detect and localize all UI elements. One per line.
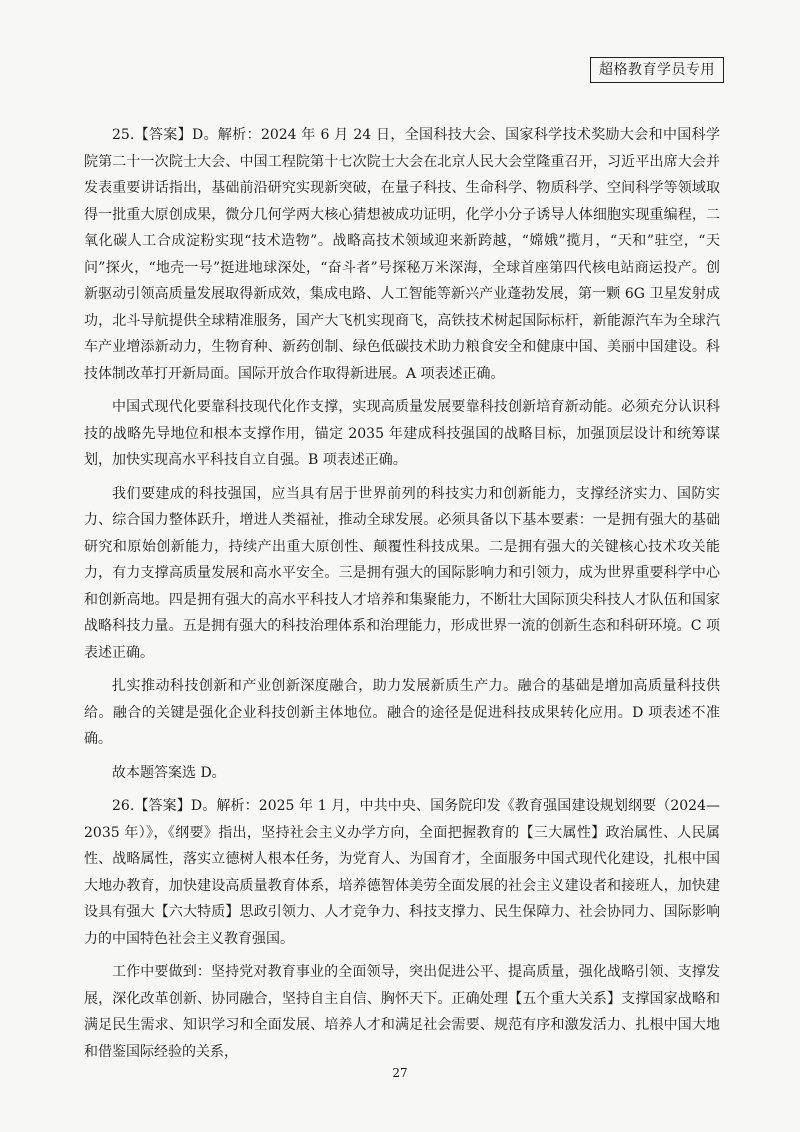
paragraph-q26: 26.【答案】D。解析：2025 年 1 月，中共中央、国务院印发《教育强国建设规划纲要（2024—2035 年）》，《纲要》指出，坚持社会主义办学方向，全面把握教育的【三大属性】政治属性、人民属性、战略属性，落实立德树人根本任务，为党育人、为国育才，全面服务中国式现代化建设，扎根中国大地办教育，加快建设高质量教育体系，培养德智体美劳全面发展的社会主义建设者和接班人，加快建设具有强大【六大特质】思政引领力、人才竞争力、科技支撑力、民生保障力、社会协同力、国际影响力的中国特色社会主义教育强国。	[84, 798, 720, 947]
paragraph-answer: 故本题答案选 D。	[112, 764, 226, 781]
paragraph-d: 扎实推动科技创新和产业创新深度融合，助力发展新质生产力。融合的基础是增加高质量科技供给。融合的关键是强化企业科技创新主体地位。融合的途径是促进科技成果转化应用。D 项表述不准确。	[84, 678, 720, 747]
paragraph-q25: 25.【答案】D。解析：2024 年 6 月 24 日，全国科技大会、国家科学技术奖励大会和中国科学院第二十一次院士大会、中国工程院第十七次院士大会在北京人民大会堂隆重召开，习近平出席大会并发表重要讲话指出，基础前沿研究实现新突破，在量子科技、生命科学、物质科学、空间科学等领域取得一批重大原创成果，微分几何学两大核心猜想被成功证明，化学小分子诱导人体细胞实现重编程，二氧化碳人工合成淀粉实现“技术造物”。战略高技术领域迎来新跨越，“嫦娥”揽月，“天和”驻空，“天问”探火，“地壳一号”挺进地球深处，“奋斗者”号探秘万米深海，全球首座第四代核电站商运投产。创新驱动引领高质量发展取得新成效，集成电路、人工智能等新兴产业蓬勃发展，第一颗 6G 卫星发射成功，北斗导航提供全球精准服务，国产大飞机实现商飞，高铁技术树起国际标杆，新能源汽车为全球汽车产业增添新动力，生物育种、新药创制、绿色低碳技术助力粮食安全和健康中国、美丽中国建设。科技体制改革打开新局面。国际开放合作取得新进展。A 项表述正确。	[84, 127, 720, 382]
page-number: 27	[392, 1066, 408, 1080]
paragraph-work: 工作中要做到：坚持党对教育事业的全面领导，突出促进公平、提高质量，强化战略引领、支撑发展，深化改革创新、协同融合，坚持自主自信、胸怀天下。正确处理【五个重大关系】支撑国家战略和满足民生需求、知识学习和全面发展、培养人才和满足社会需要、规范有序和激发活力、扎根中国大地和借鉴国际经验的关系，	[84, 964, 720, 1060]
header-badge: 超格教育学员专用	[590, 57, 724, 83]
paragraph-b: 中国式现代化要靠科技现代化作支撑，实现高质量发展要靠科技创新培育新动能。必须充分认识科技的战略先导地位和根本支撑作用，锚定 2035 年建成科技强国的战略目标，加强顶层设计和统筹谋划，加快实现高水平科技自立自强。B 项表述正确。	[84, 399, 720, 468]
document-body	[84, 122, 720, 1072]
paragraph-c: 我们要建成的科技强国，应当具有居于世界前列的科技实力和创新能力，支撑经济实力、国防实力、综合国力整体跃升，增进人类福祉，推动全球发展。必须具备以下基本要素：一是拥有强大的基础研究和原始创新能力，持续产出重大原创性、颠覆性科技成果。二是拥有强大的关键核心技术攻关能力，有力支撑高质量发展和高水平安全。三是拥有强大的国际影响力和引领力，成为世界重要科学中心和创新高地。四是拥有强大的高水平科技人才培养和集聚能力，不断壮大国际顶尖科技人才队伍和国家战略科技力量。五是拥有强大的科技治理体系和治理能力，形成世界一流的创新生态和科研环境。C 项表述正确。	[84, 485, 720, 661]
